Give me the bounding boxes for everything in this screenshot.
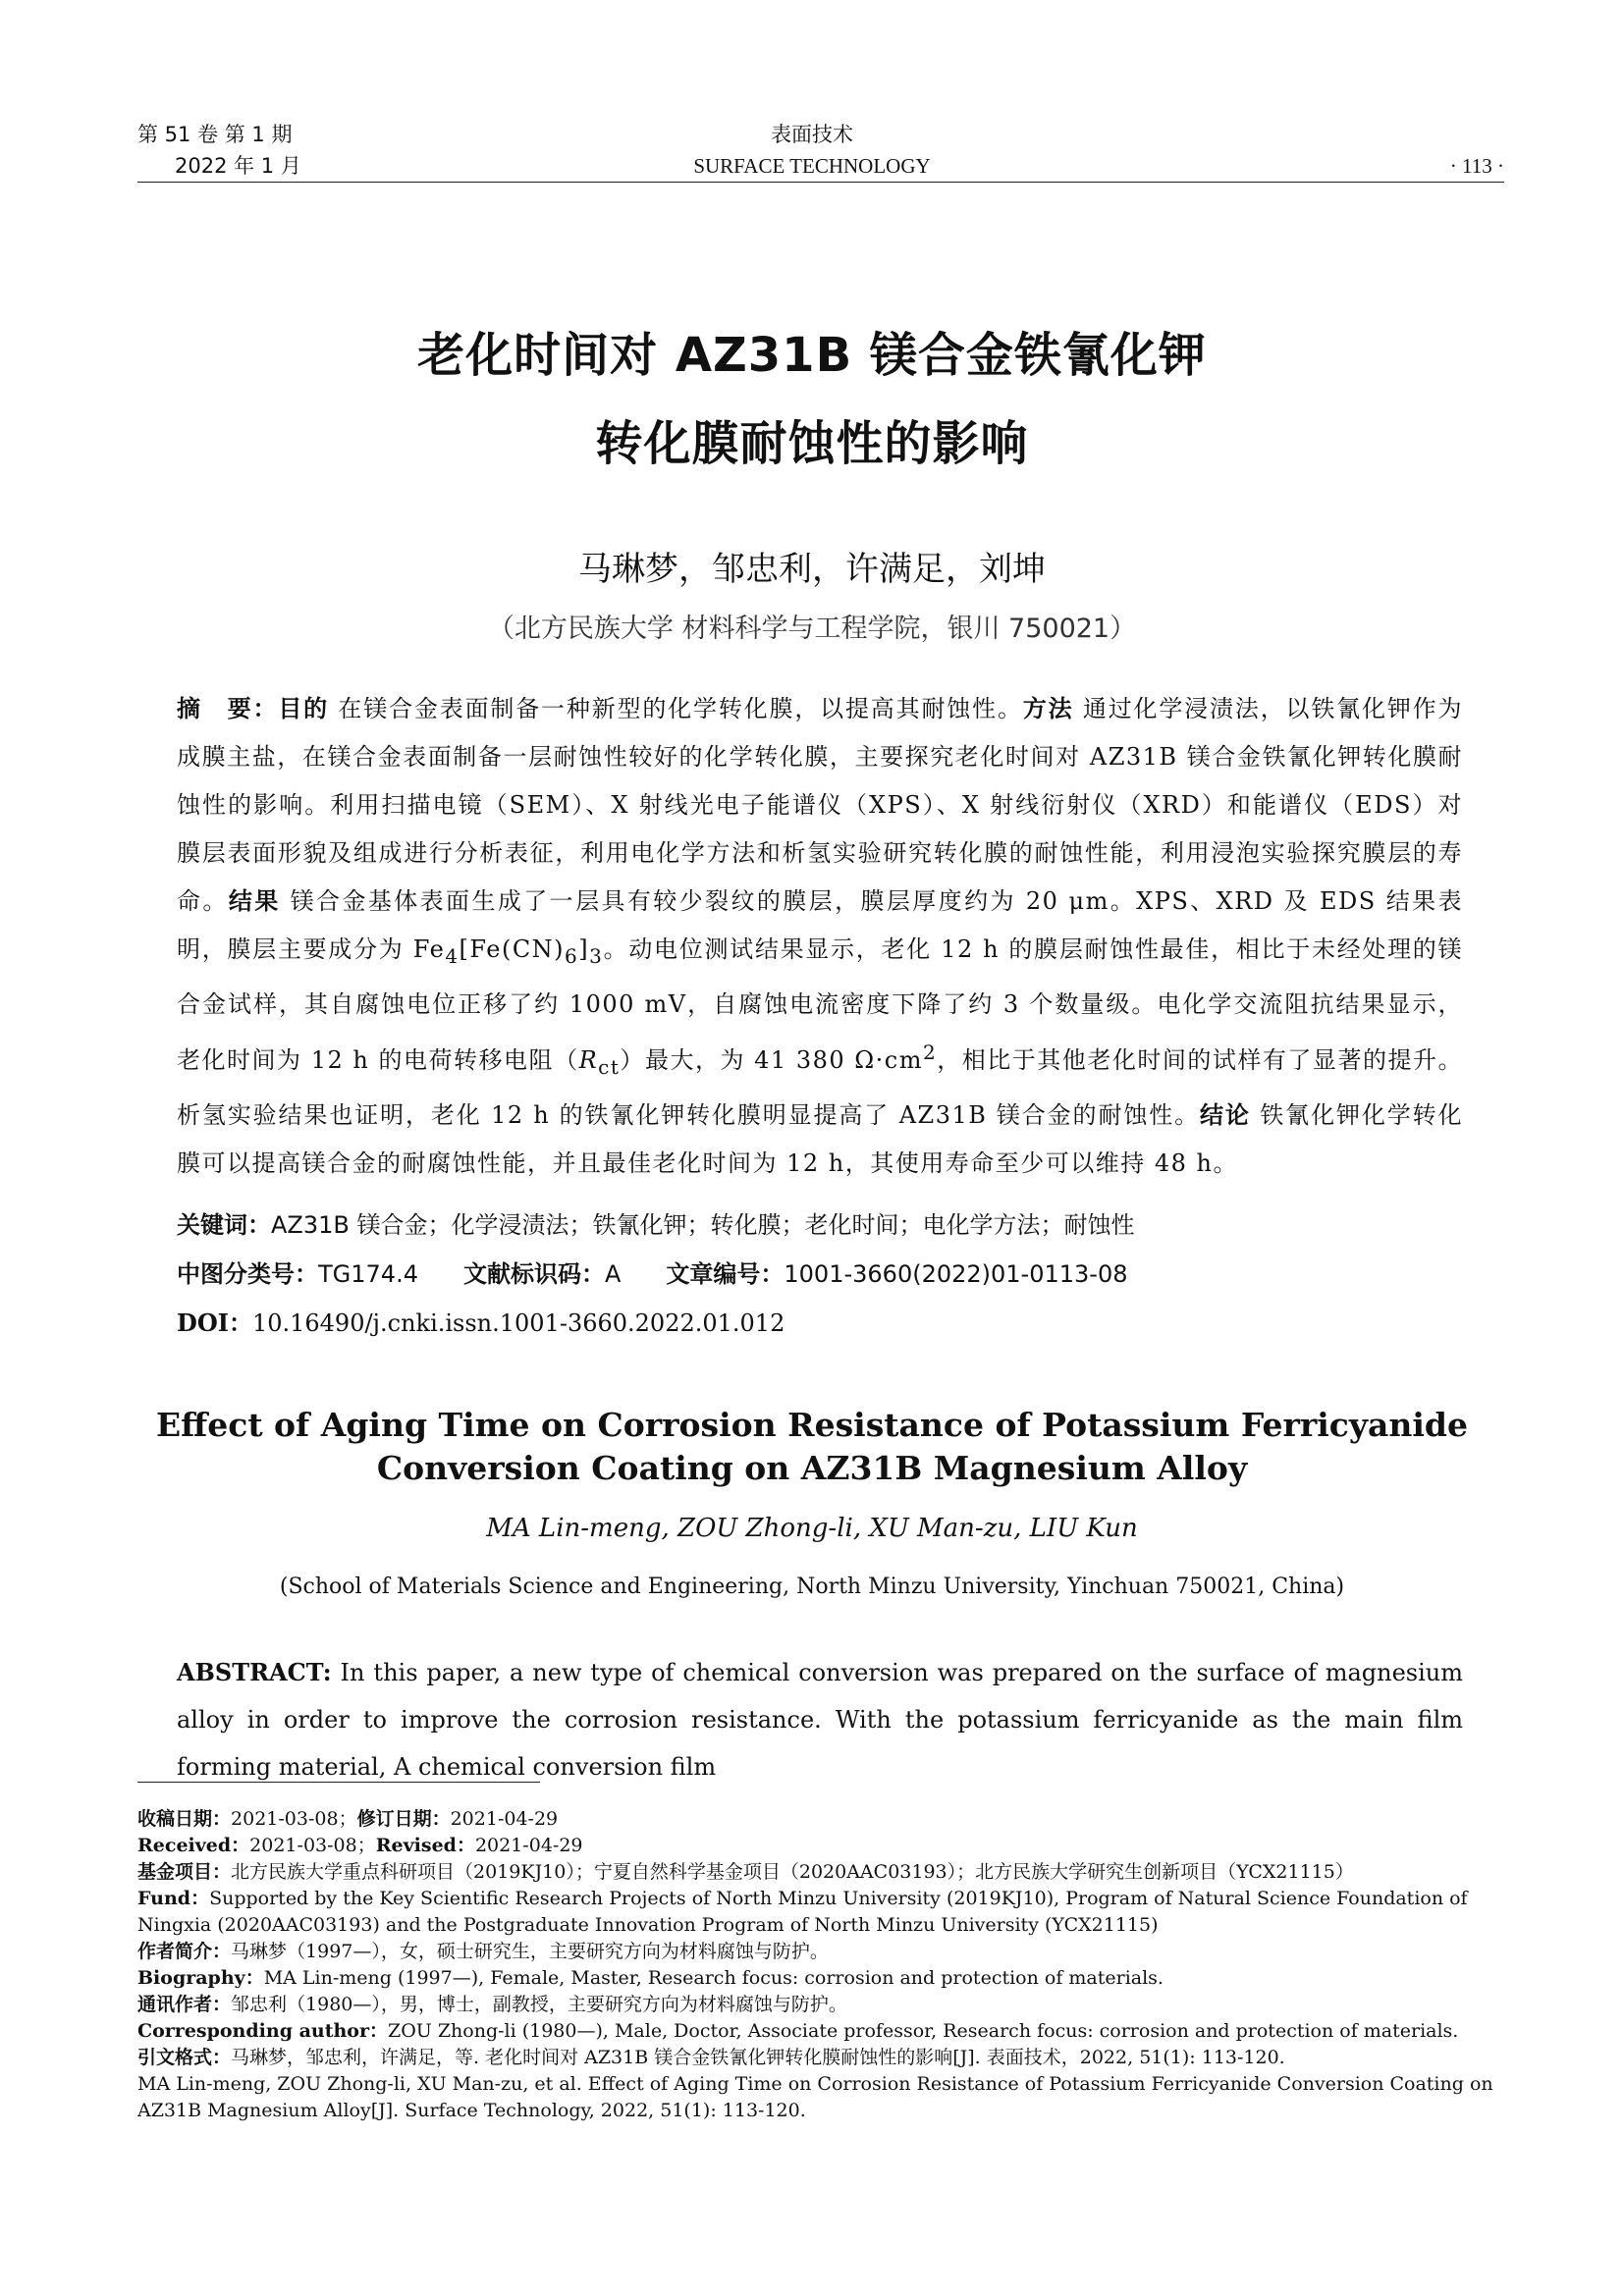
keywords bbox=[177, 1205, 1135, 1245]
title-en-line2: Conversion Coating on AZ31B Magnesium Alloy bbox=[376, 1449, 1248, 1487]
header-volume: 第 51 卷 第 1 期 bbox=[137, 123, 293, 146]
result-text-2: [Fe(CN) bbox=[459, 935, 566, 963]
result-r-symbol: R bbox=[578, 1045, 599, 1074]
result-sub-1: 4 bbox=[445, 943, 460, 968]
clc-label: 中图分类号： bbox=[177, 1260, 318, 1288]
result-label: 结果 bbox=[228, 887, 281, 915]
abstract-en-label: ABSTRACT: bbox=[177, 1658, 332, 1686]
doc-code-label: 文献标识码： bbox=[462, 1260, 605, 1288]
doc-code-value: A bbox=[604, 1260, 622, 1288]
purpose-text: 在镁合金表面制备一种新型的化学转化膜，以提高其耐蚀性。 bbox=[328, 695, 1023, 722]
method-label: 方法 bbox=[1022, 695, 1074, 722]
result-superscript: 2 bbox=[923, 1040, 938, 1064]
footnote-received-en: Received：2021-03-08；Revised：2021-04-29 bbox=[137, 1835, 583, 1856]
footnotes bbox=[137, 1806, 1504, 2124]
title-cn-line1: 老化时间对 AZ31B 镁合金铁氰化钾 bbox=[417, 328, 1207, 383]
affiliation-en: (School of Materials Science and Engineering, North Minzu University, Yinchuan 750021, China) bbox=[279, 1575, 1345, 1599]
footnote-citation-en: MA Lin-meng, ZOU Zhong-li, XU Man-zu, et al. Effect of Aging Time on Corrosion Resistance of Potassium Ferricyanide Conversion Coating on AZ31B Magnesium Alloy[J]. Surface Technology, 2022, 51(1): 113-120. bbox=[137, 2073, 1493, 2121]
article-number-label: 文章编号： bbox=[666, 1260, 785, 1288]
abstract-en bbox=[177, 1649, 1463, 1790]
conclusion-text: 铁氰化钾化学转化膜可以提高镁合金的耐腐蚀性能，并且最佳老化时间为 12 h，其使用寿命至少可以维持 48 h。 bbox=[177, 1100, 1463, 1177]
result-text-1: 镁合金基体表面生成了一层具有较少裂纹的膜层，膜层厚度约为 20 μm。XPS、XRD 及 EDS 结果表明，膜层主要成分为 Fe bbox=[177, 887, 1464, 963]
doi-line bbox=[177, 1304, 785, 1343]
affiliation-cn: （北方民族大学 材料科学与工程学院，银川 750021） bbox=[487, 614, 1137, 644]
purpose-label: 目的 bbox=[278, 695, 329, 722]
result-text-4: 。动电位测试结果显示，老化 12 h 的膜层耐蚀性最佳，相比于未经处理的镁合金试样，其自腐蚀电位正移了约 1000 mV，自腐蚀电流密度下降了约 3 个数量级。电化学交流阻抗结果显示，老化时间为 12 h 的电荷转移电阻（ bbox=[177, 935, 1464, 1074]
footnote-fund-en: Fund：Supported by the Key Scientific Research Projects of North Minzu University (2019KJ10), Program of Natural Science Foundation of Ningxia (2020AAC03193) and the Postgraduate Innovation Program of North Minzu University (YCX21115) bbox=[137, 1888, 1468, 1936]
footnote-bio-en: Biography：MA Lin-meng (1997—), Female, Master, Research focus: corrosion and protection of materials. bbox=[137, 1967, 1164, 1989]
keywords-text: AZ31B 镁合金；化学浸渍法；铁氰化钾；转化膜；老化时间；电化学方法；耐蚀性 bbox=[271, 1211, 1135, 1239]
result-text-3: ] bbox=[578, 935, 590, 963]
result-sub-3: 3 bbox=[589, 943, 604, 968]
footnote-corresponding-cn: 通讯作者：邹忠利（1980—），男，博士，副教授，主要研究方向为材料腐蚀与防护。 bbox=[137, 1994, 847, 2015]
footnote-citation-cn: 引文格式：马琳梦，邹忠利，许满足，等. 老化时间对 AZ31B 镁合金铁氰化钾转化膜耐蚀性的影响[J]. 表面技术，2022, 51(1): 113-120. bbox=[137, 2047, 1285, 2068]
authors-cn: 马琳梦，邹忠利，许满足，刘坤 bbox=[578, 550, 1046, 589]
method-text: 通过化学浸渍法，以铁氰化钾作为成膜主盐，在镁合金表面制备一层耐蚀性较好的化学转化膜，主要探究老化时间对 AZ31B 镁合金铁氰化钾转化膜耐蚀性的影响。利用扫描电镜（SEM）、X 射线光电子能谱仪（XPS）、X 射线衍射仪（XRD）和能谱仪（EDS）对膜层表面形貌及组成进行分析表征，利用电化学方法和析氢实验研究转化膜的耐蚀性能，利用浸泡实验探究膜层的寿命。 bbox=[177, 695, 1463, 915]
result-text-5: ）最大，为 41 380 Ω·cm bbox=[620, 1045, 923, 1074]
result-text-6: ，相比于其他老化时间的试样有了显著的提升。析氢实验结果也证明，老化 12 h 的铁氰化钾转化膜明显提高了 AZ31B 镁合金的耐蚀性。 bbox=[177, 1045, 1463, 1129]
footnote-rule bbox=[137, 1782, 540, 1783]
classification-line bbox=[177, 1255, 1128, 1294]
footnote-bio-cn: 作者简介：马琳梦（1997—），女，硕士研究生，主要研究方向为材料腐蚀与防护。 bbox=[137, 1941, 829, 1962]
header-page-number: · 113 · bbox=[1449, 154, 1504, 178]
article-number-value: 1001-3660(2022)01-0113-08 bbox=[784, 1260, 1128, 1288]
result-sub-2: 6 bbox=[565, 943, 579, 968]
abstract-cn bbox=[177, 685, 1463, 1188]
footnote-fund-cn: 基金项目：北方民族大学重点科研项目（2019KJ10）；宁夏自然科学基金项目（2020AAC03193）；北方民族大学研究生创新项目（YCX21115） bbox=[137, 1861, 1354, 1883]
doi-value: 10.16490/j.cnki.issn.1001-3660.2022.01.012 bbox=[251, 1309, 785, 1337]
header-rule bbox=[137, 182, 1504, 183]
authors-en: MA Lin-meng, ZOU Zhong-li, XU Man-zu, LIU Kun bbox=[486, 1514, 1138, 1543]
header-journal-cn: 表面技术 bbox=[771, 123, 853, 146]
result-r-subscript: ct bbox=[598, 1054, 621, 1079]
conclusion-label: 结论 bbox=[1200, 1100, 1251, 1129]
abstract-en-text: In this paper, a new type of chemical conversion was prepared on the surface of magnesium alloy in order to improve the corrosion resistance. With the potassium ferricyanide as the main film forming material, A chemical conversion film bbox=[177, 1659, 1463, 1781]
title-en-line1: Effect of Aging Time on Corrosion Resistance of Potassium Ferricyanide bbox=[155, 1406, 1469, 1444]
footnote-received-cn: 收稿日期：2021-03-08；修订日期：2021-04-29 bbox=[137, 1808, 559, 1830]
footnote-corresponding-en: Corresponding author：ZOU Zhong-li (1980—), Male, Doctor, Associate professor, Research focus: corrosion and protection of materials. bbox=[137, 2020, 1459, 2042]
header-date: 2022 年 1 月 bbox=[175, 154, 301, 178]
keywords-label: 关键词： bbox=[177, 1211, 271, 1239]
title-cn-line2: 转化膜耐蚀性的影响 bbox=[595, 416, 1029, 471]
doi-label: DOI： bbox=[177, 1308, 252, 1337]
abstract-cn-label: 摘 要： bbox=[177, 695, 279, 722]
header-journal-en: SURFACE TECHNOLOGY bbox=[693, 154, 931, 178]
clc-value: TG174.4 bbox=[318, 1260, 418, 1288]
